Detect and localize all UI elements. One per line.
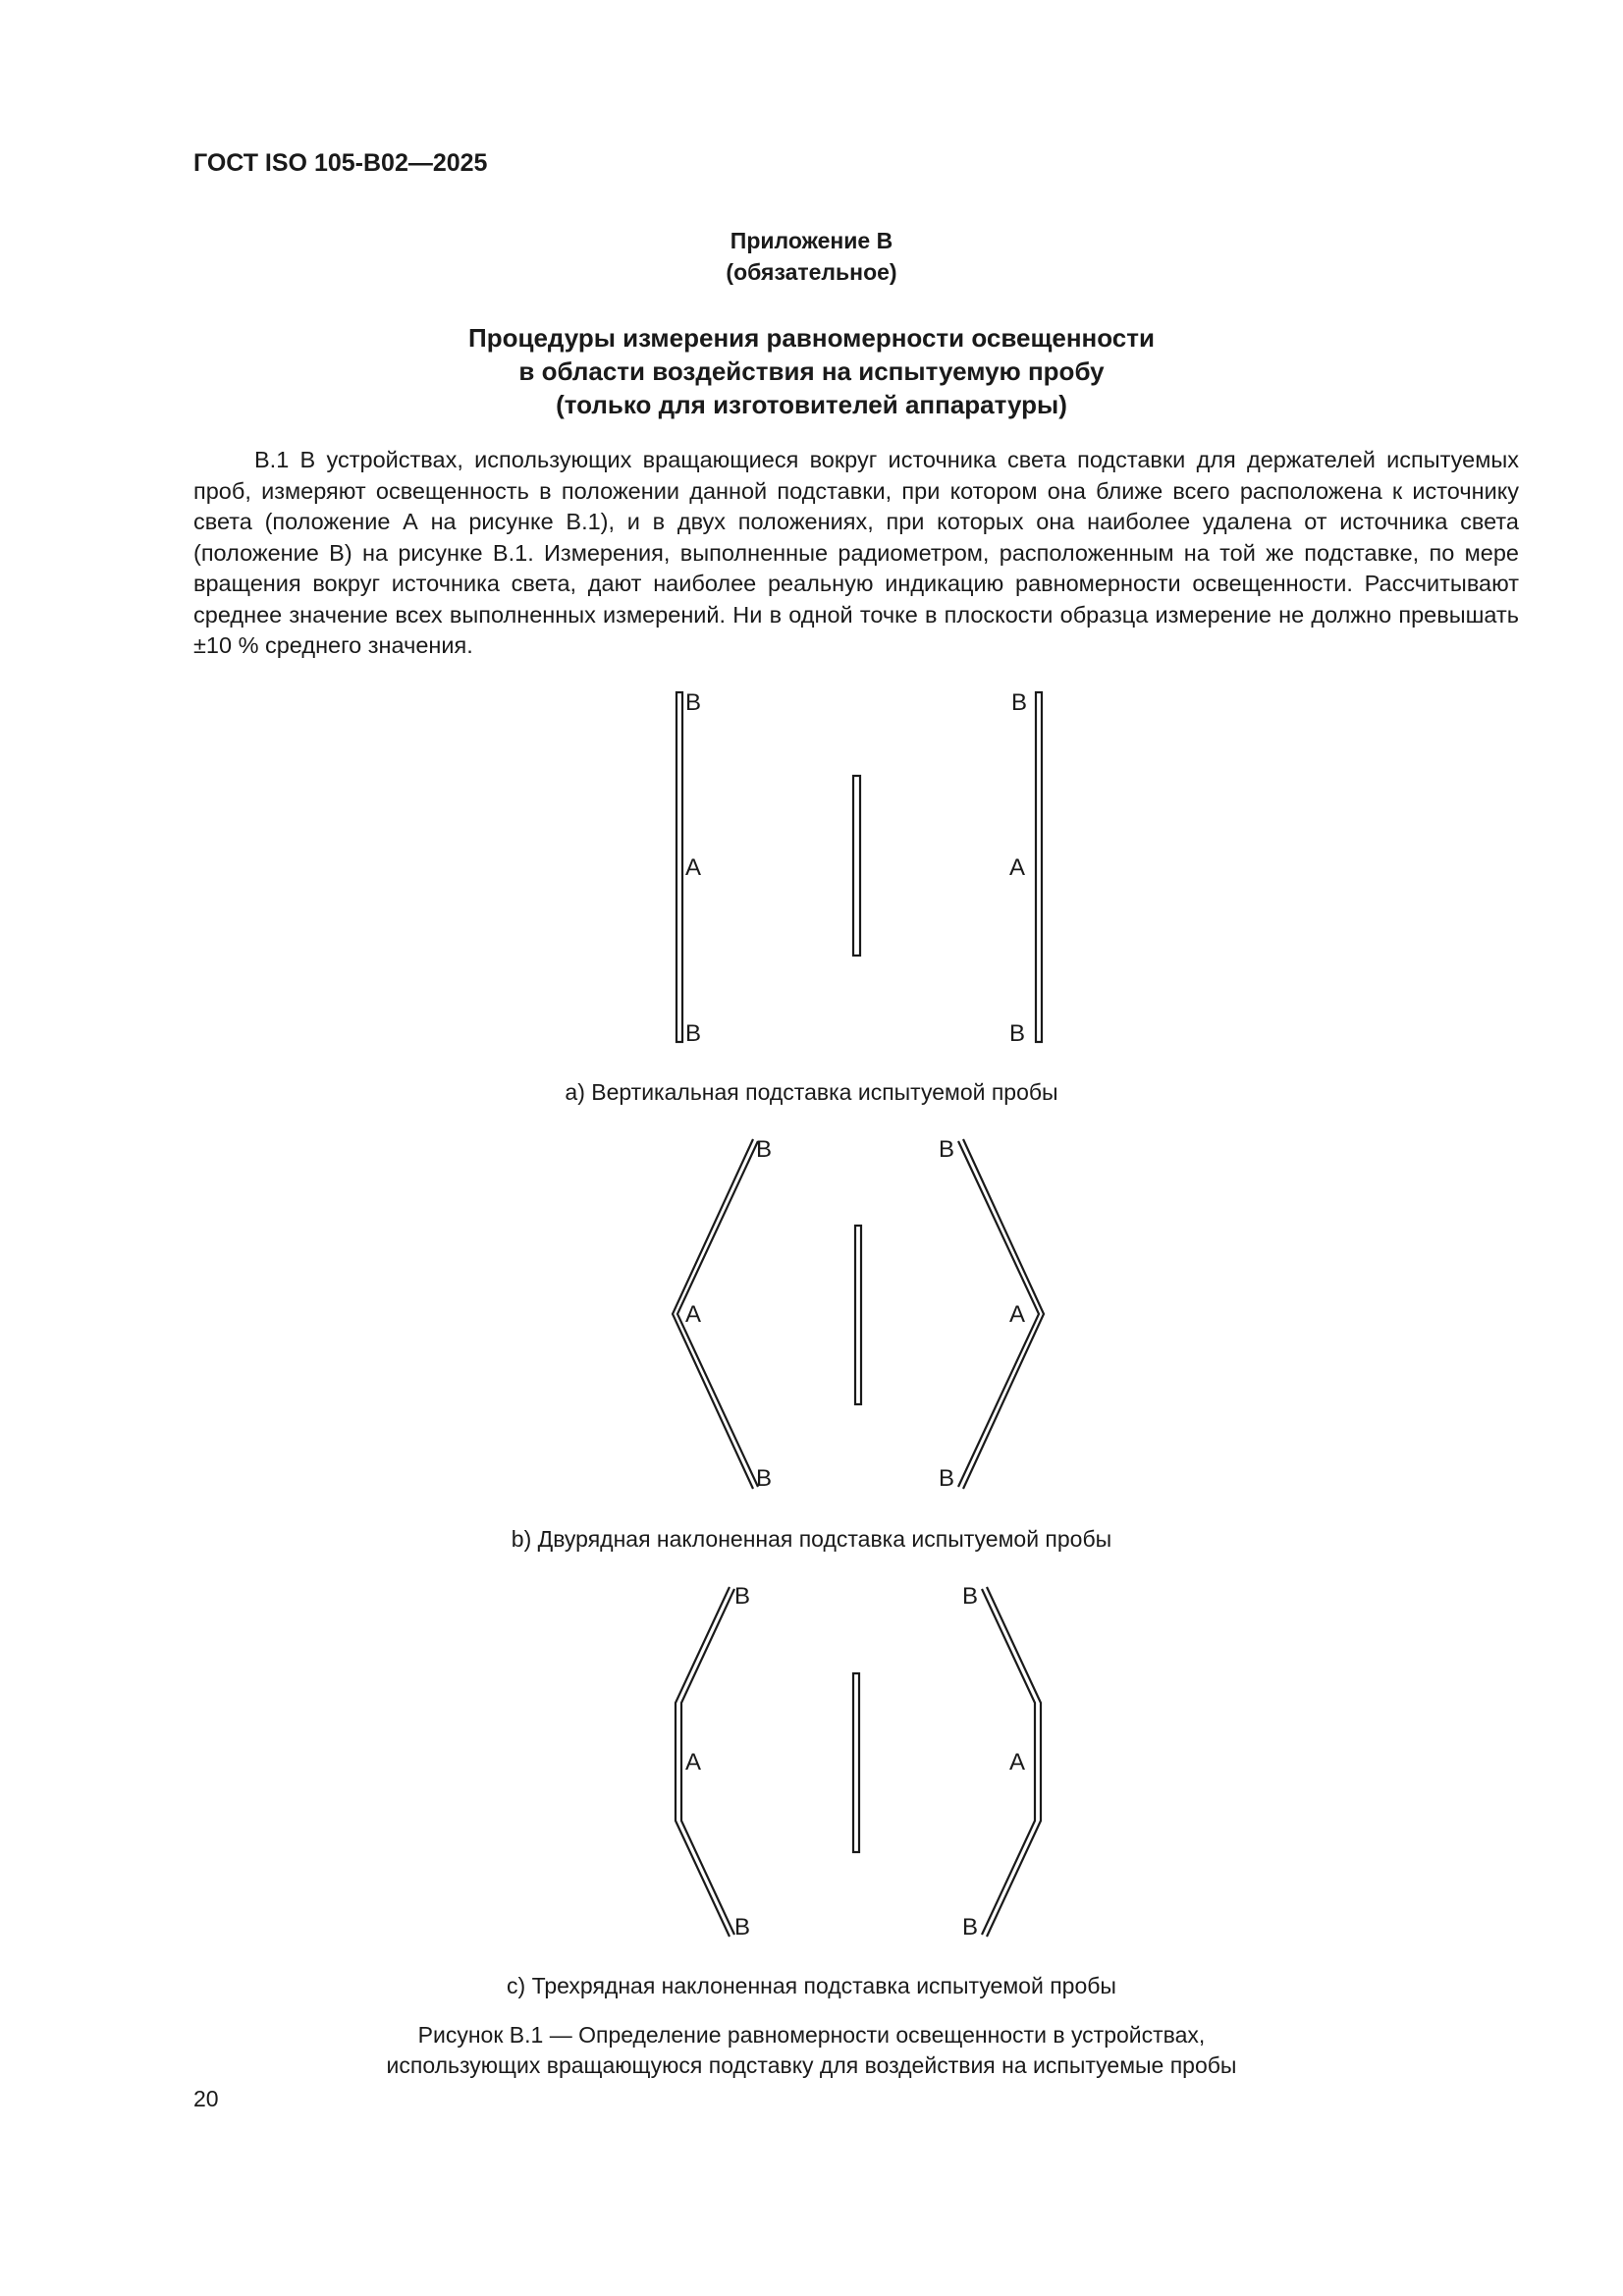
label-a-right-a: А	[1009, 854, 1026, 881]
label-a-left-a: А	[685, 854, 702, 881]
diagram-c-left-holder	[676, 1587, 734, 1937]
label-c-right-bottom-b: В	[962, 1914, 979, 1941]
title-line-1: Процедуры измерения равномерности освещенности	[468, 323, 1155, 353]
label-c-left-a: А	[685, 1749, 702, 1776]
label-c-left-bottom-b: В	[734, 1914, 751, 1941]
label-a-left-bottom-b: В	[685, 1020, 702, 1047]
title-line-3: (только для изготовителей аппаратуры)	[556, 390, 1067, 419]
label-b-right-bottom-b: В	[939, 1465, 955, 1492]
diagram-b-light-source	[855, 1226, 861, 1404]
diagram-a-left-holder	[676, 692, 682, 1042]
caption-a: а) Вертикальная подставка испытуемой пробы	[565, 1079, 1058, 1105]
label-a-right-bottom-b: В	[1009, 1020, 1026, 1047]
page-number: 20	[193, 2086, 219, 2111]
figure-title	[0, 2020, 1623, 2081]
label-b-left-top-b: В	[756, 1136, 773, 1163]
diagram-a-right-holder	[1036, 692, 1042, 1042]
label-b-right-a: А	[1009, 1301, 1026, 1328]
label-b-left-a: А	[685, 1301, 702, 1328]
diagram-c-light-source	[853, 1673, 859, 1852]
figure-title-line-1: Рисунок В.1 — Определение равномерности освещенности в устройствах,	[417, 2022, 1206, 2048]
appendix-status: (обязательное)	[726, 259, 897, 285]
figure-title-line-2: использующих вращающуюся подставку для воздействия на испытуемые пробы	[386, 2052, 1237, 2078]
label-a-left-top-b: В	[685, 689, 702, 716]
caption-c: с) Трехрядная наклоненная подставка испытуемой пробы	[507, 1973, 1116, 1998]
label-b-left-bottom-b: В	[756, 1465, 773, 1492]
document-header: ГОСТ ISO 105-B02—2025	[193, 149, 488, 177]
paragraph-b1: В.1 В устройствах, использующих вращающиеся вокруг источника света подставки для держателей испытуемых проб, измеряют освещенность в положении данной подставки, при котором она ближе всего расположена к источнику света (положение А на рисунке В.1), и в двух положениях, при которых она наиболее удалена от источника света (положение В) на рисунке В.1. Измерения, выполненные радиометром, расположенным на той же подставке, по мере вращения вокруг источника света, дают наиболее реальную индикацию равномерности освещенности. Рассчитывают среднее значение всех выполненных измерений. Ни в одной точке в плоскости образца измерение не должно превышать ±10 % среднего значения.	[193, 447, 1519, 658]
diagram-a-light-source	[853, 776, 860, 956]
label-c-left-top-b: В	[734, 1583, 751, 1610]
caption-b: b) Двурядная наклоненная подставка испытуемой пробы	[511, 1526, 1112, 1552]
label-b-right-top-b: В	[939, 1136, 955, 1163]
title-line-2: в области воздействия на испытуемую пробу	[518, 356, 1105, 386]
label-a-right-top-b: В	[1011, 689, 1028, 716]
appendix-name: Приложение В	[730, 228, 893, 253]
label-c-right-top-b: В	[962, 1583, 979, 1610]
diagram-b-right-holder	[958, 1139, 1044, 1489]
label-c-right-a: А	[1009, 1749, 1026, 1776]
